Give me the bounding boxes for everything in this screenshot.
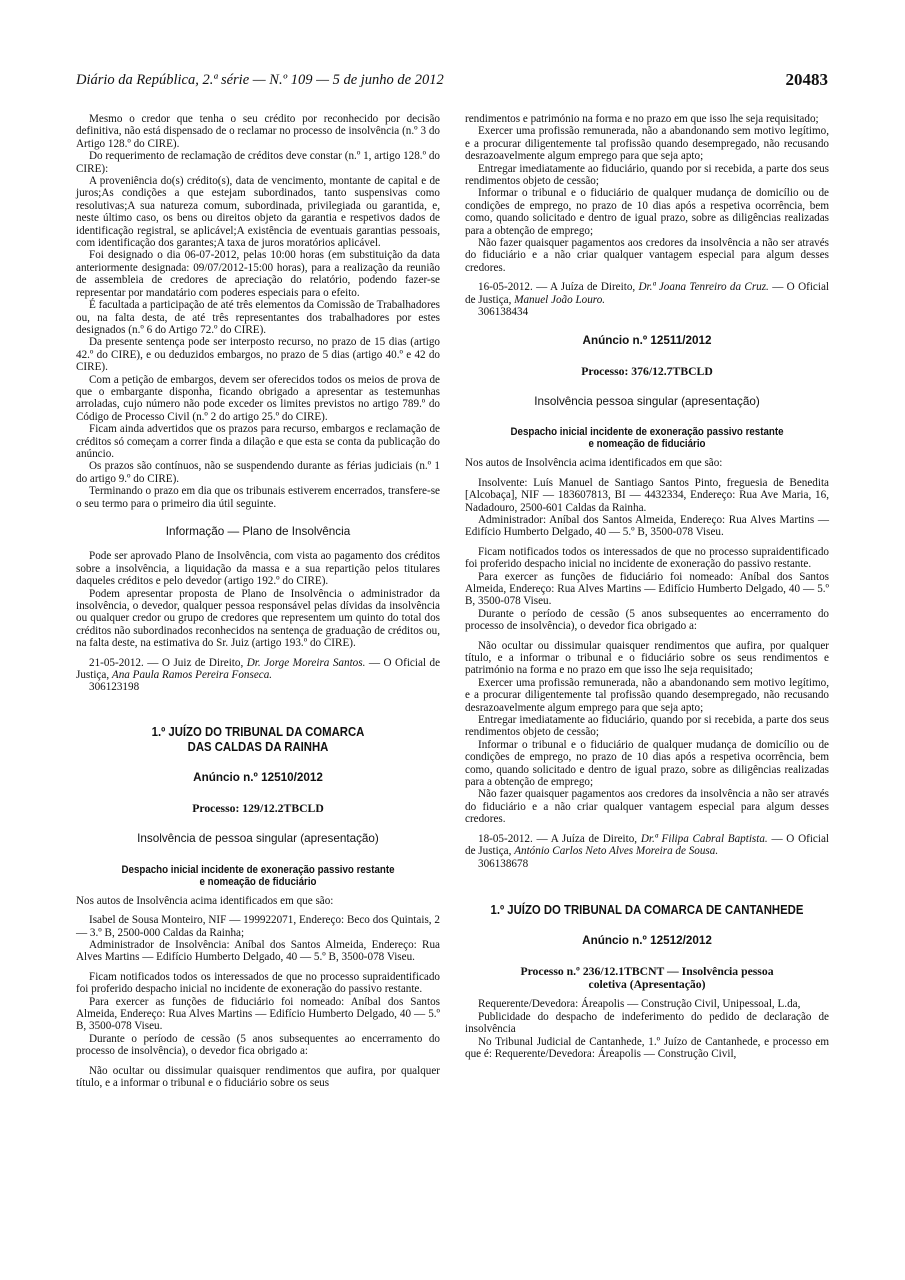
page-number: 20483 [785, 70, 828, 89]
paragraph: Informar o tribunal e o fiduciário de qualquer mudança de domicílio ou de condições de emprego, no prazo de 10 dias após a respetiva ocorrência, bem como, quando solicitado e dentro de igual prazo, sobre as diligências realizadas para a obtenção de emprego; [465, 738, 829, 789]
court-heading: 1.º JUÍZO DO TRIBUNAL DA COMARCA DE CANTANHEDE [490, 901, 804, 917]
paragraph: Para exercer as funções de fiduciário foi nomeado: Aníbal dos Santos Almeida, Endereço: Rua Alves Martins — Edifício Humberto Delgado, 40 — 5.º B, 3500-078 Viseu. [465, 570, 829, 608]
section-heading: Informação — Plano de Insolvência [165, 525, 351, 538]
court-heading: 1.º JUÍZO DO TRIBUNAL DA COMARCA DAS CALDAS DA RAINHA [151, 723, 365, 754]
paragraph: Não fazer quaisquer pagamentos aos credores da insolvência a não ser através do fiduciário e a não criar qualquer vantagem especial para algum desses credores. [465, 788, 829, 826]
insolvency-type: Insolvência de pessoa singular (apresentação) [137, 832, 379, 846]
paragraph: Ficam notificados todos os interessados de que no processo supraidentificado foi proferido despacho inicial no incidente de exoneração do passivo restante. [465, 545, 829, 571]
paragraph: Exercer uma profissão remunerada, não a abandonando sem motivo legítimo, e a procurar diligentemente tal profissão quando desempregado, não recusando desrazoavelmente algum emprego para que seja apto; [465, 125, 829, 163]
paragraph: Do requerimento de reclamação de créditos deve constar (n.º 1, artigo 128.º do CIRE): [76, 150, 440, 175]
process-number: Processo n.º 236/12.1TBCNT — Insolvência pessoa coletiva (Apresentação) [520, 965, 774, 992]
paragraph: Durante o período de cessão (5 anos subsequentes ao encerramento do processo de insolvência), o devedor fica obrigado a: [465, 607, 829, 633]
right-column [465, 113, 829, 1060]
signature-line: 16-05-2012. — A Juíza de Direito, Dr.ª Joana Tenreiro da Cruz. — O Oficial de Justiça, Manuel João Louro. [465, 281, 829, 306]
paragraph: Entregar imediatamente ao fiduciário, quando por si recebida, a parte dos seus rendimentos objeto de cessão; [465, 162, 829, 188]
paragraph: Exercer uma profissão remunerada, não a abandonando sem motivo legítimo, e a procurar diligentemente tal profissão quando desempregado, não recusando desrazoavelmente algum emprego para que seja apto; [465, 676, 829, 714]
paragraph: Administrador de Insolvência: Aníbal dos Santos Almeida, Endereço: Rua Alves Martins — Edifício Humberto Delgado, 40 — 5.º B, 3500-078 Viseu. [76, 938, 440, 964]
reference-number: 306138678 [478, 857, 529, 870]
journal-title: Diário da República, 2.ª série — N.º 109 — 5 de junho de 2012 [76, 72, 444, 88]
paragraph: Foi designado o dia 06-07-2012, pelas 10:00 horas (em substituição da data anteriormente designada: 09/07/2012-15:00 horas), para a realização da reunião de assembleia de credores de apreciação do relatório, podendo fazer-se representar por mandatário com poderes especiais para o efeito. [76, 249, 440, 299]
paragraph: Insolvente: Luís Manuel de Santiago Santos Pinto, freguesia de Benedita [Alcobaça], NIF — 183607813, BI — 4432334, Endereço: Rua Ave Maria, 16, Nadadouro, 2500-601 Caldas da Rainha. [465, 476, 829, 514]
paragraph: Não fazer quaisquer pagamentos aos credores da insolvência a não ser através do fiduciário e a não criar qualquer vantagem especial para algum desses credores. [465, 237, 829, 274]
announcement-number: Anúncio n.º 12511/2012 [582, 333, 712, 347]
paragraph: Com a petição de embargos, devem ser oferecidos todos os meios de prova de que o embargante disponha, ficando obrigado a apresentar as testemunhas arroladas, cujo número não pode exceder os limites previstos no artigo 789.º do Código de Processo Civil (n.º 2 do artigo 25.º do CIRE). [76, 373, 440, 423]
paragraph: Ficam ainda advertidos que os prazos para recurso, embargos e reclamação de créditos só começam a correr finda a dilação e que esta se conta da publicação do anúncio. [76, 423, 440, 460]
announcement-number: Anúncio n.º 12510/2012 [193, 770, 323, 784]
paragraph: Administrador: Aníbal dos Santos Almeida, Endereço: Rua Alves Martins — Edifício Humberto Delgado, 40 — 5.º B, 3500-078 Viseu. [465, 513, 829, 539]
despacho-heading: Despacho inicial incidente de exoneração passivo restante e nomeação de fiduciário [510, 426, 784, 451]
signature-line: 21-05-2012. — O Juiz de Direito, Dr. Jorge Moreira Santos. — O Oficial de Justiça, Ana Paula Ramos Pereira Fonseca. [76, 656, 441, 682]
paragraph: Durante o período de cessão (5 anos subsequentes ao encerramento do processo de insolvência), o devedor fica obrigado a: [76, 1032, 440, 1058]
paragraph: Nos autos de Insolvência acima identificados em que são: [465, 457, 723, 470]
paragraph: Terminando o prazo em dia que os tribunais estiverem encerrados, transfere-se o seu termo para o primeiro dia útil seguinte. [76, 485, 440, 510]
paragraph: Entregar imediatamente ao fiduciário, quando por si recebida, a parte dos seus rendimentos objeto de cessão; [465, 714, 829, 739]
paragraph: Informar o tribunal e o fiduciário de qualquer mudança de domicílio ou de condições de emprego, no prazo de 10 dias após a respetiva ocorrência, bem como, quando solicitado e dentro de igual prazo, sobre as diligências realizadas para a obtenção de emprego; [465, 187, 829, 237]
process-number: Processo: 129/12.2TBCLD [192, 802, 324, 816]
paragraph: No Tribunal Judicial de Cantanhede, 1.º Juízo de Cantanhede, e processo em que é: Requerente/Devedora: Áreapolis — Construção Civil, [465, 1035, 829, 1060]
reference-number: 306123198 [89, 681, 140, 694]
announcement-number: Anúncio n.º 12512/2012 [582, 933, 712, 947]
page-header [76, 70, 828, 94]
paragraph: Os prazos são contínuos, não se suspendendo durante as férias judiciais (n.º 1 do artigo 9.º do CIRE). [76, 460, 440, 485]
despacho-heading: Despacho inicial incidente de exoneração passivo restante e nomeação de fiduciário [121, 863, 395, 888]
process-number: Processo: 376/12.7TBCLD [581, 364, 713, 378]
paragraph: Pode ser aprovado Plano de Insolvência, com vista ao pagamento dos créditos sobre a insolvência, a liquidação da massa e a sua repartição pelos titulares daqueles créditos e pelo devedor (artigo 192.º do CIRE). [76, 550, 440, 588]
signature-line: 18-05-2012. — A Juíza de Direito, Dr.ª Filipa Cabral Baptista. — O Oficial de Justiça, António Carlos Neto Alves Moreira de Sousa. [465, 832, 829, 858]
paragraph: A proveniência do(s) crédito(s), data de vencimento, montante de capital e de juros;As condições a que estejam subordinados, tanto suspensivas como resolutivas;A sua natureza comum, subordinada, privilegiada ou garantida, e, neste último caso, os bens ou direitos objeto da garantia e respetivos dados de identificação registral, se aplicável;A existência de eventuais garantias pessoais, com identificação dos garantes;A taxa de juros moratórios aplicável. [76, 175, 440, 250]
paragraph: rendimentos e património na forma e no prazo em que isso lhe seja requisitado; [465, 113, 819, 125]
left-column [76, 113, 440, 1089]
paragraph: Podem apresentar proposta de Plano de Insolvência o administrador da insolvência, o devedor, qualquer pessoa responsável pelas dívidas da insolvência ou qualquer credor ou grupo de credores que representem um quinto do total dos créditos não subordinados reconhecidos na sentença de graduação de créditos ou, na falta deste, na estimativa do Sr. Juiz (artigo 193.º do CIRE). [76, 587, 440, 650]
paragraph: Não ocultar ou dissimular quaisquer rendimentos que aufira, por qualquer título, e a informar o tribunal e o fiduciário sobre os seus [76, 1064, 440, 1089]
paragraph: Não ocultar ou dissimular quaisquer rendimentos que aufira, por qualquer título, e a informar o tribunal e o fiduciário sobre os seus rendimentos e património na forma e no prazo em que isso lhe seja requisitado; [465, 639, 829, 677]
paragraph: Para exercer as funções de fiduciário foi nomeado: Aníbal dos Santos Almeida, Endereço: Rua Alves Martins — Edifício Humberto Delgado, 40 — 5.º B, 3500-078 Viseu. [76, 995, 440, 1033]
paragraph: Da presente sentença pode ser interposto recurso, no prazo de 15 dias (artigo 42.º do CIRE), e ou deduzidos embargos, no prazo de 5 dias (artigo 40.º e 42 do CIRE). [76, 336, 440, 374]
paragraph: Isabel de Sousa Monteiro, NIF — 199922071, Endereço: Beco dos Quintais, 2 — 3.º B, 2500-000 Caldas da Rainha; [76, 914, 440, 939]
paragraph: Publicidade do despacho de indeferimento do pedido de declaração de insolvência [465, 1010, 829, 1036]
paragraph: Requerente/Devedora: Áreapolis — Construção Civil, Unipessoal, L.da, [478, 998, 801, 1011]
paragraph: É facultada a participação de até três elementos da Comissão de Trabalhadores ou, na falta desta, de até três representantes dos trabalhadores por estes designados (n.º 6 do Artigo 72.º do CIRE). [76, 299, 440, 336]
insolvency-type: Insolvência pessoa singular (apresentação) [534, 394, 760, 408]
paragraph: Mesmo o credor que tenha o seu crédito por reconhecido por decisão definitiva, não está dispensado de o reclamar no processo de insolvência (n.º 3 do Artigo 128.º do CIRE). [76, 113, 440, 150]
reference-number: 306138434 [478, 306, 529, 319]
paragraph: Ficam notificados todos os interessados de que no processo supraidentificado foi proferido despacho inicial no incidente de exoneração do passivo restante. [76, 970, 440, 996]
paragraph: Nos autos de Insolvência acima identificados em que são: [76, 894, 334, 907]
